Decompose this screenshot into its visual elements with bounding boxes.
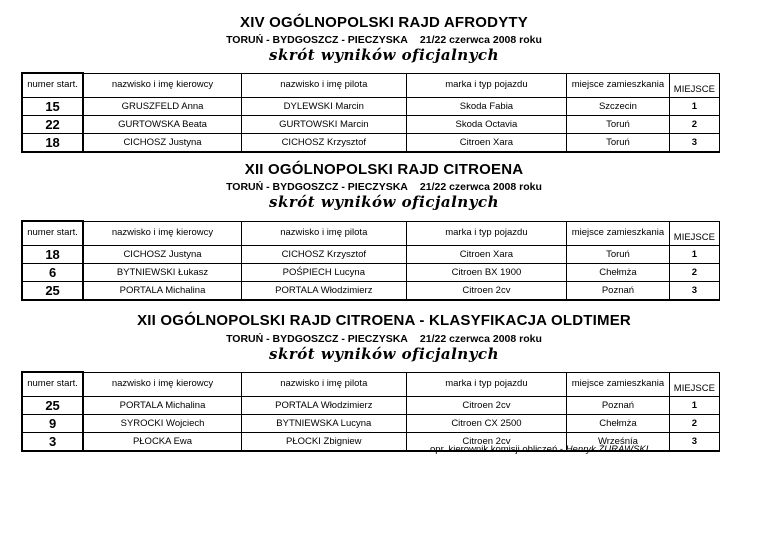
results-table <box>21 371 720 452</box>
footer-note <box>430 444 648 455</box>
start-number: 15 <box>22 97 83 115</box>
table-row <box>22 396 720 414</box>
section-subtitle <box>0 181 768 193</box>
vehicle: Citroen CX 2500 <box>406 414 566 432</box>
section-title: XII OGÓLNOPOLSKI RAJD CITROENA - KLASYFIKACJA OLDTIMER <box>137 312 631 329</box>
col-header-place: MIEJSCE <box>669 221 719 245</box>
driver-name: CICHOSZ Justyna <box>83 133 241 152</box>
section-title: XIV OGÓLNOPOLSKI RAJD AFRODYTY <box>240 14 528 31</box>
vehicle: Skoda Octavia <box>406 115 566 133</box>
pilot-name: CICHOSZ Krzysztof <box>241 133 406 152</box>
col-header-pilot: nazwisko i imę pilota <box>241 372 406 396</box>
col-header-driver: nazwisko i imę kierowcy <box>83 372 241 396</box>
pilot-name: PORTALA Włodzimierz <box>241 281 406 300</box>
place-rank: 2 <box>669 414 719 432</box>
place-rank: 1 <box>669 97 719 115</box>
pilot-name: BYTNIEWSKA Lucyna <box>241 414 406 432</box>
col-header-vehicle: marka i typ pojazdu <box>406 73 566 97</box>
start-number: 25 <box>22 281 83 300</box>
col-header-pilot: nazwisko i imę pilota <box>241 73 406 97</box>
start-number: 18 <box>22 133 83 152</box>
footer-signature-name: Henryk ŻURAWSKI <box>565 444 649 455</box>
driver-name: GURTOWSKA Beata <box>83 115 241 133</box>
section-title: XII OGÓLNOPOLSKI RAJD CITROENA <box>244 161 524 178</box>
date-text: 21/22 czerwca 2008 roku <box>419 34 542 46</box>
results-table <box>21 220 720 301</box>
driver-name: PORTALA Michalina <box>83 281 241 300</box>
residence: Poznań <box>567 281 670 300</box>
section-subtitle <box>0 333 768 345</box>
col-header-vehicle: marka i typ pojazdu <box>406 372 566 396</box>
col-header-number: numer start. <box>22 221 83 245</box>
col-header-place: MIEJSCE <box>669 73 719 97</box>
route-text: TORUŃ - BYDGOSZCZ - PIECZYSKA <box>226 333 408 345</box>
vehicle: Citroen 2cv <box>406 281 566 300</box>
script-heading: skrót wyników oficjalnych <box>269 46 499 64</box>
driver-name: GRUSZFELD Anna <box>83 97 241 115</box>
residence: Poznań <box>567 396 670 414</box>
route-text: TORUŃ - BYDGOSZCZ - PIECZYSKA <box>226 181 408 193</box>
start-number: 9 <box>22 414 83 432</box>
table-header-row <box>22 73 720 97</box>
footer-label: opr. kierownik komisji obliczeń - <box>430 444 564 455</box>
col-header-driver: nazwisko i imę kierowcy <box>83 73 241 97</box>
col-header-driver: nazwisko i imę kierowcy <box>83 221 241 245</box>
table-header-row <box>22 372 720 396</box>
pilot-name: CICHOSZ Krzysztof <box>241 245 406 263</box>
residence: Chełmża <box>567 414 670 432</box>
start-number: 18 <box>22 245 83 263</box>
place-rank: 1 <box>669 245 719 263</box>
place-rank: 2 <box>669 115 719 133</box>
pilot-name: PORTALA Włodzimierz <box>241 396 406 414</box>
date-text: 21/22 czerwca 2008 roku <box>419 333 542 345</box>
script-heading: skrót wyników oficjalnych <box>269 345 499 363</box>
table-row <box>22 133 720 152</box>
script-heading: skrót wyników oficjalnych <box>269 193 499 211</box>
col-header-number: numer start. <box>22 73 83 97</box>
vehicle: Citroen 2cv <box>406 396 566 414</box>
results-table <box>21 72 720 153</box>
table-row <box>22 263 720 281</box>
vehicle: Citroen 2cv <box>406 432 566 451</box>
driver-name: PORTALA Michalina <box>83 396 241 414</box>
place-rank: 1 <box>669 396 719 414</box>
date-text: 21/22 czerwca 2008 roku <box>419 181 542 193</box>
place-rank: 3 <box>669 133 719 152</box>
vehicle: Skoda Fabia <box>406 97 566 115</box>
table-row <box>22 97 720 115</box>
table-header-row <box>22 221 720 245</box>
col-header-residence: miejsce zamieszkania <box>567 73 670 97</box>
start-number: 3 <box>22 432 83 451</box>
col-header-vehicle: marka i typ pojazdu <box>406 221 566 245</box>
pilot-name: POŚPIECH Lucyna <box>241 263 406 281</box>
residence: Toruń <box>567 245 670 263</box>
residence: Toruń <box>567 115 670 133</box>
col-header-number: numer start. <box>22 372 83 396</box>
vehicle: Citroen Xara <box>406 133 566 152</box>
section-subtitle <box>0 34 768 46</box>
driver-name: PŁOCKA Ewa <box>83 432 241 451</box>
col-header-pilot: nazwisko i imę pilota <box>241 221 406 245</box>
residence: Toruń <box>567 133 670 152</box>
pilot-name: PŁOCKI Zbigniew <box>241 432 406 451</box>
driver-name: SYROCKI Wojciech <box>83 414 241 432</box>
place-rank: 2 <box>669 263 719 281</box>
vehicle: Citroen Xara <box>406 245 566 263</box>
route-text: TORUŃ - BYDGOSZCZ - PIECZYSKA <box>226 34 408 46</box>
col-header-residence: miejsce zamieszkania <box>567 372 670 396</box>
table-row <box>22 414 720 432</box>
driver-name: BYTNIEWSKI Łukasz <box>83 263 241 281</box>
pilot-name: GURTOWSKI Marcin <box>241 115 406 133</box>
driver-name: CICHOSZ Justyna <box>83 245 241 263</box>
table-row <box>22 281 720 300</box>
start-number: 22 <box>22 115 83 133</box>
place-rank: 3 <box>669 281 719 300</box>
start-number: 6 <box>22 263 83 281</box>
vehicle: Citroen BX 1900 <box>406 263 566 281</box>
place-rank: 3 <box>669 432 719 451</box>
residence: Chełmża <box>567 263 670 281</box>
table-row <box>22 115 720 133</box>
col-header-place: MIEJSCE <box>669 372 719 396</box>
residence: Wrześnía <box>567 432 670 451</box>
start-number: 25 <box>22 396 83 414</box>
residence: Szczecin <box>567 97 670 115</box>
col-header-residence: miejsce zamieszkania <box>567 221 670 245</box>
table-row <box>22 245 720 263</box>
pilot-name: DYLEWSKI Marcin <box>241 97 406 115</box>
